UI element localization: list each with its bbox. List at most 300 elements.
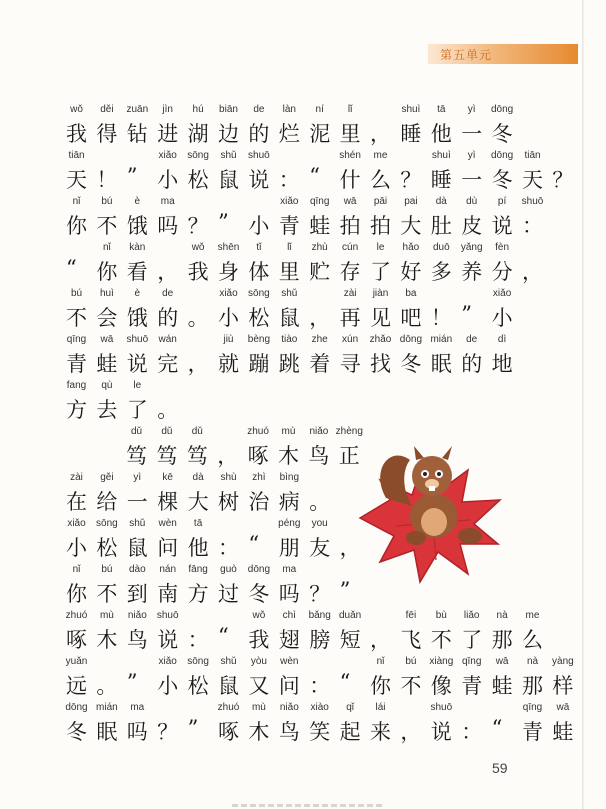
pinyin: fāng <box>188 564 208 575</box>
hanzi-char: ： <box>461 720 483 744</box>
hanzi-char: 不 <box>430 628 452 652</box>
hanzi-char: 什 <box>339 168 361 192</box>
pinyin: shuì <box>431 150 451 161</box>
hanzi-char: 一 <box>126 490 148 514</box>
pinyin: dà <box>192 472 204 483</box>
pinyin: zhǎo <box>369 334 392 345</box>
hanzi-char: 么 <box>522 628 543 652</box>
hanzi-char: 青 <box>278 214 300 238</box>
hanzi-char: 朋 <box>278 536 300 560</box>
pinyin: ma <box>160 196 175 207</box>
hanzi-char: 不 <box>400 674 422 698</box>
pinyin: mián <box>430 334 453 345</box>
hanzi-char: 跳 <box>278 352 300 376</box>
hanzi-char: 去 <box>96 398 118 422</box>
pinyin: lǐ <box>287 242 292 253</box>
pinyin: qīng <box>309 196 330 207</box>
hanzi-char: 你 <box>370 674 391 698</box>
hanzi-char: ？ <box>552 168 574 192</box>
hanzi-char: 鼠 <box>278 306 300 330</box>
hanzi-char: 不 <box>96 582 118 606</box>
pinyin: dǔ <box>161 426 173 437</box>
hanzi-char: ： <box>278 168 300 192</box>
hanzi-char: ” <box>461 302 472 326</box>
pinyin: wā <box>343 196 357 207</box>
pinyin: yàng <box>552 656 574 667</box>
pinyin: tǐ <box>256 242 262 253</box>
hanzi-char: ， <box>187 352 209 376</box>
hanzi-char: 小 <box>218 306 239 330</box>
hanzi-char: 我 <box>187 260 209 284</box>
hanzi-char: 笑 <box>309 720 331 744</box>
page-number: 59 <box>492 760 508 776</box>
text-line <box>0 610 606 658</box>
hanzi-char: 吗 <box>126 720 148 744</box>
hanzi-char: ： <box>309 674 331 698</box>
pinyin: tiào <box>281 334 298 345</box>
pinyin: shǔ <box>220 656 237 667</box>
hanzi-char: 湖 <box>187 122 209 146</box>
hanzi-char: 飞 <box>400 628 422 652</box>
hanzi-char: 蛙 <box>552 720 574 744</box>
pinyin: shuō <box>126 334 149 345</box>
pinyin: niǎo <box>127 610 147 621</box>
hanzi-char: 就 <box>218 352 239 376</box>
pinyin: shuō <box>430 702 453 713</box>
hanzi-char: ” <box>126 164 138 188</box>
hanzi-char: “ <box>491 716 503 740</box>
pinyin: zhèng <box>335 426 363 437</box>
pinyin: shuō <box>521 196 544 207</box>
hanzi-char: 拍 <box>370 214 391 238</box>
hanzi-char: 你 <box>66 582 87 606</box>
pinyin: mù <box>281 426 296 437</box>
pinyin: làn <box>282 104 296 115</box>
hanzi-char: 蛙 <box>96 352 118 376</box>
hanzi-char: 松 <box>187 674 209 698</box>
hanzi-char: ： <box>218 536 239 560</box>
pinyin: dōng <box>399 334 423 345</box>
hanzi-char: ” <box>187 716 199 740</box>
hanzi-char: ， <box>217 444 239 468</box>
pinyin: niǎo <box>279 702 299 713</box>
hanzi-char: 眠 <box>96 720 118 744</box>
hanzi-char: 肚 <box>430 214 452 238</box>
hanzi-char: 木 <box>278 444 299 468</box>
hanzi-char: 见 <box>370 306 391 330</box>
hanzi-char: 吗 <box>157 214 179 238</box>
hanzi-char: ， <box>370 122 391 146</box>
hanzi-char: 青 <box>461 674 483 698</box>
hanzi-char: 的 <box>461 352 483 376</box>
hanzi-char: 鼠 <box>218 674 239 698</box>
pinyin: yòu <box>250 656 267 667</box>
hanzi-char: 边 <box>218 122 239 146</box>
hanzi-char: 笃 <box>126 444 147 468</box>
hanzi-char: 贮 <box>309 260 331 284</box>
hanzi-char: 样 <box>552 674 574 698</box>
pinyin: lái <box>375 702 386 713</box>
hanzi-char: 大 <box>400 214 422 238</box>
pinyin: zhuó <box>247 426 269 437</box>
hanzi-char: 睡 <box>400 122 422 146</box>
pinyin: hǎo <box>402 242 420 253</box>
pinyin: dōng <box>65 702 88 713</box>
pinyin: qīng <box>522 702 543 713</box>
hanzi-char: 冬 <box>491 168 513 192</box>
hanzi-char: 寻 <box>339 352 361 376</box>
hanzi-char: 过 <box>218 582 239 606</box>
pinyin: xiǎo <box>67 518 86 529</box>
hanzi-char: 不 <box>66 306 87 330</box>
hanzi-char: 。 <box>96 674 118 698</box>
hanzi-char: 说 <box>157 628 179 652</box>
pinyin: nǐ <box>72 196 81 207</box>
pinyin: sōng <box>187 150 209 161</box>
hanzi-char: 治 <box>248 490 270 514</box>
hanzi-char: 的 <box>248 122 270 146</box>
pinyin: qīng <box>66 334 87 345</box>
hanzi-char: 小 <box>157 168 179 192</box>
pinyin: qǐ <box>346 702 354 713</box>
hanzi-char: 里 <box>339 122 361 146</box>
hanzi-char: 找 <box>370 352 391 376</box>
pinyin: wèn <box>280 656 299 667</box>
pinyin: xiǎo <box>280 196 299 207</box>
hanzi-char: 笃 <box>156 444 178 468</box>
hanzi-char: 方 <box>66 398 87 422</box>
hanzi-char: 木 <box>96 628 118 652</box>
hanzi-char: ？ <box>400 168 422 192</box>
pinyin: shēn <box>217 242 240 253</box>
hanzi-char: 又 <box>248 674 270 698</box>
pinyin: dǔ <box>191 426 203 437</box>
hanzi-char: 小 <box>66 536 87 560</box>
pinyin: nán <box>159 564 177 575</box>
hanzi-char: 冬 <box>400 352 422 376</box>
hanzi-char: 完 <box>157 352 179 376</box>
hanzi-char: 像 <box>430 674 452 698</box>
pinyin: wèn <box>158 518 177 529</box>
pinyin: wā <box>100 334 114 345</box>
hanzi-char: 说 <box>248 168 270 192</box>
pinyin: fēi <box>405 610 417 621</box>
hanzi-char: 饿 <box>126 214 148 238</box>
hanzi-char: 多 <box>430 260 452 284</box>
pinyin: bú <box>405 656 417 667</box>
hanzi-char: ， <box>157 260 179 284</box>
hanzi-char: “ <box>248 532 260 556</box>
hanzi-char: 树 <box>218 490 239 514</box>
hanzi-char: ， <box>400 720 422 744</box>
pinyin: bèng <box>247 334 271 345</box>
hanzi-char: 木 <box>248 720 270 744</box>
hanzi-char: 那 <box>491 628 513 652</box>
hanzi-char: 好 <box>400 260 422 284</box>
pinyin: wán <box>158 334 177 345</box>
pinyin: duǎn <box>338 610 362 621</box>
hanzi-char: 青 <box>522 720 543 744</box>
hanzi-char: ， <box>370 628 391 652</box>
hanzi-char: 天 <box>522 168 543 192</box>
pinyin: shǔ <box>220 150 237 161</box>
hanzi-char: 啄 <box>218 720 239 744</box>
pinyin: yuǎn <box>65 656 88 667</box>
hanzi-char: 分 <box>491 260 513 284</box>
hanzi-char: 吗 <box>278 582 300 606</box>
pinyin: yì <box>133 472 142 483</box>
hanzi-char: ： <box>187 628 209 652</box>
pinyin: jiù <box>223 334 234 345</box>
pinyin: dì <box>497 334 507 345</box>
hanzi-char: “ <box>309 164 320 188</box>
pinyin: sōng <box>96 518 118 529</box>
hanzi-char: 翅 <box>278 628 300 652</box>
hanzi-char: 不 <box>96 214 118 238</box>
pinyin: tā <box>437 104 446 115</box>
hanzi-char: “ <box>339 670 351 694</box>
hanzi-char: 得 <box>96 122 118 146</box>
pinyin: shuì <box>401 104 421 115</box>
pinyin: zài <box>70 472 83 483</box>
hanzi-char: 一 <box>461 168 483 192</box>
hanzi-char: 小 <box>491 306 513 330</box>
pinyin: ma <box>282 564 297 575</box>
pinyin: nǐ <box>103 242 111 253</box>
pinyin: xiào <box>310 702 329 713</box>
text-line <box>0 334 606 382</box>
pinyin: lǐ <box>347 104 353 115</box>
pinyin: shén <box>339 150 361 161</box>
pinyin: you <box>311 518 328 529</box>
pinyin: yǎng <box>460 242 483 253</box>
pinyin: de <box>162 288 174 299</box>
hanzi-char: 啄 <box>247 444 269 468</box>
pinyin: de <box>253 104 265 115</box>
text-line <box>0 104 606 152</box>
hanzi-char: 体 <box>248 260 270 284</box>
text-line <box>0 196 606 244</box>
text-line <box>0 702 606 750</box>
text-line <box>0 518 606 566</box>
hanzi-char: 来 <box>370 720 391 744</box>
hanzi-char: 。 <box>157 398 179 422</box>
pinyin: biān <box>219 104 238 115</box>
hanzi-char: 问 <box>278 674 300 698</box>
hanzi-char: 南 <box>157 582 179 606</box>
pinyin: chì <box>282 610 296 621</box>
hanzi-char: 吧 <box>400 306 422 330</box>
hanzi-char: ！ <box>430 306 452 330</box>
hanzi-char: 泥 <box>309 122 331 146</box>
pinyin: mù <box>99 610 114 621</box>
pinyin: tiān <box>68 150 85 161</box>
pinyin: sōng <box>248 288 270 299</box>
pinyin: pāi <box>373 196 388 207</box>
hanzi-char: 天 <box>66 168 87 192</box>
hanzi-char: 冬 <box>491 122 513 146</box>
hanzi-char: 饿 <box>126 306 148 330</box>
pinyin: ma <box>130 702 145 713</box>
hanzi-char: 蛙 <box>491 674 513 698</box>
pinyin: ní <box>315 104 324 115</box>
pinyin: dōng <box>490 150 514 161</box>
pinyin: bǎng <box>308 610 331 621</box>
text-line <box>0 242 606 290</box>
pinyin: dōng <box>247 564 271 575</box>
pinyin: duō <box>432 242 450 253</box>
pinyin: yì <box>467 150 476 161</box>
pinyin: dōng <box>490 104 514 115</box>
pinyin: xiàng <box>429 656 454 667</box>
hanzi-char: 进 <box>157 122 179 146</box>
hanzi-char: 在 <box>66 490 87 514</box>
pinyin: dǔ <box>130 426 143 437</box>
pinyin: hú <box>192 104 204 115</box>
hanzi-char: 鼠 <box>126 536 148 560</box>
pinyin: péng <box>278 518 301 529</box>
pinyin: è <box>134 288 141 299</box>
pinyin: mián <box>96 702 118 713</box>
pinyin: pí <box>497 196 507 207</box>
hanzi-char: 松 <box>187 168 209 192</box>
pinyin: wǒ <box>252 610 266 621</box>
pinyin: zài <box>343 288 357 299</box>
pinyin: le <box>376 242 385 253</box>
hanzi-char: 会 <box>96 306 118 330</box>
hanzi-char: 身 <box>218 260 239 284</box>
hanzi-char: 冬 <box>66 720 87 744</box>
hanzi-char: 正 <box>338 444 360 468</box>
pinyin: kàn <box>129 242 146 253</box>
hanzi-char: 青 <box>66 352 87 376</box>
hanzi-char: 蹦 <box>248 352 270 376</box>
hanzi-char: 着 <box>309 352 331 376</box>
pinyin: yì <box>467 104 476 115</box>
hanzi-char: 钻 <box>126 122 148 146</box>
hanzi-char: 松 <box>248 306 270 330</box>
hanzi-char: 我 <box>66 122 87 146</box>
pinyin: xiǎo <box>158 150 177 161</box>
pinyin: nà <box>526 656 539 667</box>
pinyin: shǔ <box>281 288 298 299</box>
hanzi-char: 蛙 <box>309 214 331 238</box>
hanzi-char: 说 <box>126 352 148 376</box>
pinyin: dù <box>466 196 478 207</box>
pinyin: dào <box>128 564 146 575</box>
hanzi-char: “ <box>66 256 77 280</box>
hanzi-char: 再 <box>339 306 361 330</box>
pinyin: guò <box>220 564 237 575</box>
pinyin: děi <box>100 104 114 115</box>
text-line <box>0 288 606 336</box>
hanzi-char: 么 <box>370 168 391 192</box>
pinyin: pai <box>404 196 418 207</box>
pinyin: è <box>134 196 141 207</box>
hanzi-char: 。 <box>309 490 331 514</box>
text-line <box>0 150 606 198</box>
pinyin: nà <box>496 610 508 621</box>
hanzi-char: 我 <box>248 628 270 652</box>
pinyin: fèn <box>495 242 510 253</box>
pinyin: gěi <box>100 472 114 483</box>
pinyin: kē <box>162 472 173 483</box>
pinyin: xún <box>342 334 359 345</box>
pinyin: cún <box>342 242 359 253</box>
hanzi-char: 友 <box>309 536 331 560</box>
unit-label: 第五单元 <box>440 48 493 62</box>
hanzi-char: 他 <box>187 536 209 560</box>
pinyin: me <box>373 150 388 161</box>
hanzi-char: ， <box>522 260 543 284</box>
hanzi-char: 方 <box>187 582 209 606</box>
hanzi-char: 存 <box>339 260 361 284</box>
pinyin: wǒ <box>191 242 205 253</box>
hanzi-char: 你 <box>96 260 118 284</box>
hanzi-char: 看 <box>126 260 148 284</box>
hanzi-char: 里 <box>278 260 300 284</box>
hanzi-char: 说 <box>430 720 452 744</box>
hanzi-char: 鸟 <box>126 628 148 652</box>
pinyin: nǐ <box>376 656 385 667</box>
hanzi-char: 远 <box>66 674 87 698</box>
pinyin: huì <box>99 288 114 299</box>
pinyin: xiǎo <box>158 656 177 667</box>
pinyin: tiān <box>524 150 541 161</box>
hanzi-char: 鼠 <box>218 168 239 192</box>
hanzi-char: 小 <box>248 214 270 238</box>
hanzi-char: 鸟 <box>308 444 330 468</box>
hanzi-char: 了 <box>461 628 483 652</box>
text-line <box>0 564 606 612</box>
squirrel-on-maple-leaf-icon <box>350 440 512 590</box>
pinyin: zhuó <box>65 610 88 621</box>
hanzi-char: 睡 <box>430 168 452 192</box>
pinyin: me <box>525 610 540 621</box>
hanzi-char: 了 <box>126 398 148 422</box>
hanzi-char: ” <box>126 670 138 694</box>
pinyin: qù <box>101 380 113 391</box>
pinyin: liǎo <box>463 610 480 621</box>
hanzi-char: ， <box>309 306 331 330</box>
pinyin: zhe <box>311 334 328 345</box>
hanzi-char: ？ <box>187 214 209 238</box>
pinyin: zhuó <box>217 702 240 713</box>
hanzi-char: “ <box>218 624 229 648</box>
hanzi-char: 起 <box>339 720 361 744</box>
hanzi-char: 的 <box>157 306 179 330</box>
pinyin: de <box>466 334 478 345</box>
hanzi-char: 你 <box>66 214 87 238</box>
pinyin: wā <box>495 656 509 667</box>
pinyin: wǒ <box>70 104 83 115</box>
hanzi-char: 短 <box>339 628 361 652</box>
hanzi-char: 大 <box>187 490 209 514</box>
hanzi-char: ” <box>218 210 229 234</box>
pinyin: mù <box>251 702 266 713</box>
pinyin: zhì <box>252 472 266 483</box>
hanzi-char: 他 <box>430 122 452 146</box>
hanzi-char: 养 <box>461 260 483 284</box>
hanzi-char: 冬 <box>248 582 270 606</box>
pinyin: wā <box>556 702 570 713</box>
pinyin: niǎo <box>309 426 329 437</box>
hanzi-char: 说 <box>491 214 513 238</box>
hanzi-char: 一 <box>461 122 483 146</box>
hanzi-char: 啄 <box>66 628 87 652</box>
hanzi-char: 给 <box>96 490 118 514</box>
pinyin: zhù <box>311 242 328 253</box>
